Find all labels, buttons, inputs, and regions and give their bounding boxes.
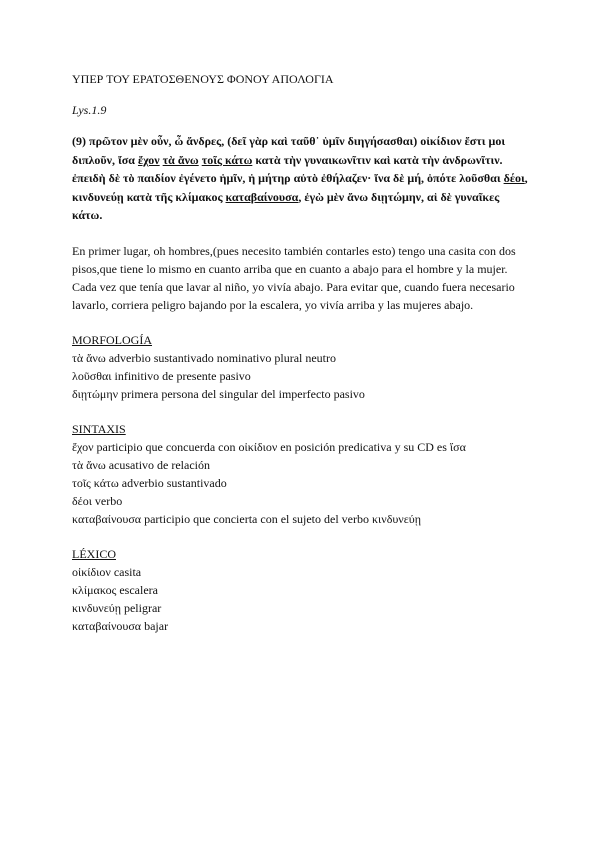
greek-text: (9) πρῶτον μὲν οὖν, ὦ ἄνδρες, (δεῖ γὰρ καὶ ταῦθ᾽ ὑμῖν διηγήσασθαι) οἰκίδιον ἔστι μοι διπλοῦν, ἴσα — [72, 134, 506, 167]
text-reference: Lys.1.9 — [72, 103, 107, 117]
greek-passage — [72, 132, 532, 225]
lexico-section — [72, 545, 532, 635]
greek-underlined: τοῖς κάτω — [201, 152, 253, 167]
list-item: κινδυνεύῃ peligrar — [72, 600, 162, 615]
section-title-morfologia: MORFOLOGÍA — [72, 332, 153, 347]
list-item: τὰ ἄνω adverbio sustantivado nominativo plural neutro — [72, 350, 337, 365]
section-title-lexico: LÉXICO — [72, 546, 116, 561]
greek-underlined: δέοι — [503, 171, 525, 185]
list-item: κλίμακος escalera — [72, 582, 158, 597]
sintaxis-section — [72, 420, 532, 528]
greek-text: κατὰ τὴν γυναικωνῖτιν καὶ κατὰ τὴν ἀνδρωνῖτιν. ἐπειδὴ δὲ τὸ παιδίον ἐγένετο ἡμῖν, ἡ μήτηρ αὐτὸ ἐθήλαζεν· ἵνα δὲ μή, ὁπότε λοῦσθαι — [72, 152, 504, 185]
section-title-sintaxis: SINTAXIS — [72, 421, 126, 436]
document-title: ΥΠΕΡ ΤΟΥ ΕΡΑΤΟΣΘΕΝΟΥΣ ΦΟΝΟΥ ΑΠΟΛΟΓΙΑ — [72, 72, 334, 86]
greek-underlined: καταβαίνουσα — [225, 189, 299, 204]
greek-underlined: τὰ ἄνω — [162, 152, 199, 167]
spanish-translation: En primer lugar, oh hombres,(pues necesito también contarles esto) tengo una casita con dos pisos,que tiene lo mismo en cuanto arriba que en cuanto a abajo para el hombre y la mujer. Cada vez que tenía que lavar al niño, yo vivía abajo. Para evitar que, cuando fuera necesario lavarlo, corriera peligro bajando por la escalera, yo vivía arriba y las mujeres abajo. — [72, 243, 516, 312]
greek-text: , ἐγὼ μὲν ἄνω διῃτώμην, αἱ δὲ γυναῖκες κάτω. — [72, 189, 500, 222]
document-content — [72, 70, 532, 635]
greek-underlined: ἔχον — [137, 152, 160, 167]
list-item: καταβαίνουσα participio que concierta con el sujeto del verbo κινδυνεύῃ — [72, 511, 421, 526]
list-item: καταβαίνουσα bajar — [72, 618, 169, 633]
greek-text: , κινδυνεύῃ κατὰ τῆς κλίμακος — [72, 171, 528, 204]
list-item: ἔχον participio que concuerda con οἰκίδιον en posición predicativa y su CD es ἴσα — [72, 439, 466, 454]
morfologia-section — [72, 331, 532, 403]
list-item: τοῖς κάτω adverbio sustantivado — [72, 475, 227, 490]
list-item: οἰκίδιον casita — [72, 564, 142, 579]
list-item: λοῦσθαι infinitivo de presente pasivo — [72, 368, 251, 383]
list-item: διῃτώμην primera persona del singular del imperfecto pasivo — [72, 386, 365, 401]
list-item: δέοι verbo — [72, 493, 123, 508]
list-item: τὰ ἄνω acusativo de relación — [72, 457, 211, 472]
